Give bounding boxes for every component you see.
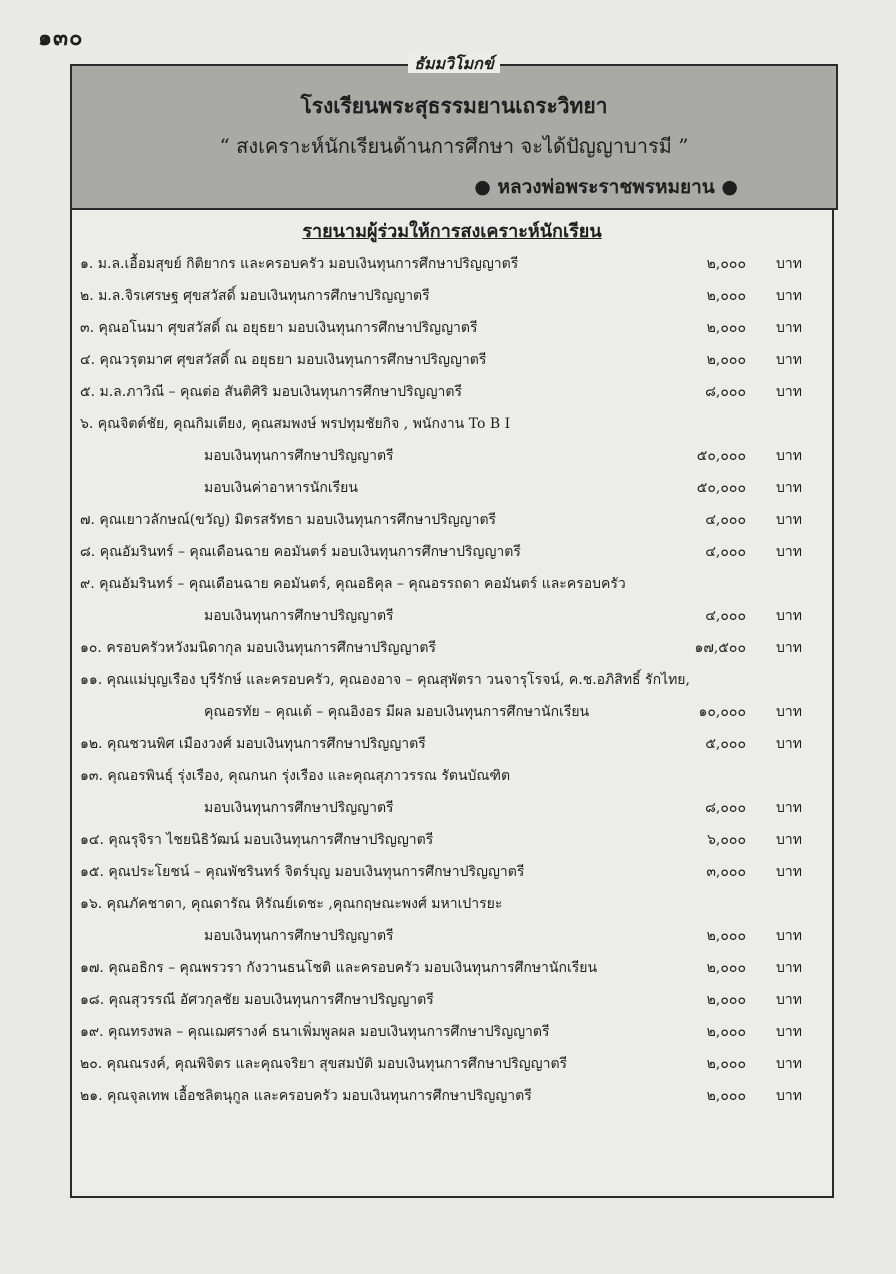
donor-row [80,1080,820,1112]
donor-row [80,504,820,536]
currency-unit: บาท [776,736,802,752]
currency-unit: บาท [776,800,802,816]
donor-text: ๑๓. คุณอรพินธุ์ รุ่งเรือง, คุณกนก รุ่งเรือง และคุณสุภาวรรณ รัตนบัณฑิต [80,768,511,784]
donation-amount: ๖,๐๐๐ [707,832,746,848]
currency-unit: บาท [776,480,802,496]
donor-text: มอบเงินทุนการศึกษาปริญญาตรี [204,448,394,464]
donor-text: ๑๒. คุณชวนพิศ เมืองวงศ์ มอบเงินทุนการศึกษาปริญญาตรี [80,736,426,752]
currency-unit: บาท [776,320,802,336]
donor-row [80,984,820,1016]
donation-amount: ๕๐,๐๐๐ [696,480,746,496]
donor-text: ๙. คุณอัมรินทร์ – คุณเดือนฉาย คอมันตร์, คุณอธิคุล – คุณอรรถดา คอมันตร์ และครอบครัว [80,576,626,592]
currency-unit: บาท [776,608,802,624]
donation-amount: ๒,๐๐๐ [706,1056,746,1072]
column-name-text: ธัมมวิโมกข์ [408,54,500,73]
donor-row [80,856,820,888]
donor-text: ๓. คุณอโนมา ศุขสวัสดิ์ ณ อยุธยา มอบเงินทุนการศึกษาปริญญาตรี [80,320,478,336]
donor-text: มอบเงินค่าอาหารนักเรียน [204,480,358,496]
currency-unit: บาท [776,256,802,272]
donor-row [80,376,820,408]
donation-amount: ๘,๐๐๐ [705,800,746,816]
donation-amount: ๒,๐๐๐ [706,352,746,368]
currency-unit: บาท [776,352,802,368]
donor-text: มอบเงินทุนการศึกษาปริญญาตรี [204,928,394,944]
donation-amount: ๕,๐๐๐ [705,736,746,752]
header-banner [70,54,838,210]
donation-amount: ๒,๐๐๐ [706,288,746,304]
currency-unit: บาท [776,384,802,400]
motto: “ สงเคราะห์นักเรียนด้านการศึกษา จะได้ปัญญาบารมี ” [219,134,689,158]
donor-row [80,1016,820,1048]
donor-row [80,792,820,824]
author: ● หลวงพ่อพระราชพรหมยาน ● [474,176,738,198]
donor-row [80,1048,820,1080]
donation-amount: ๕๐,๐๐๐ [696,448,746,464]
donor-text: ๒๑. คุณจุลเทพ เอื้อชลิตนุกูล และครอบครัว มอบเงินทุนการศึกษาปริญญาตรี [80,1088,532,1104]
donation-amount: ๘,๐๐๐ [705,384,746,400]
donor-text: มอบเงินทุนการศึกษาปริญญาตรี [204,800,394,816]
currency-unit: บาท [776,288,802,304]
donor-text: ๑๐. ครอบครัวหวังมนิดากุล มอบเงินทุนการศึกษาปริญญาตรี [80,640,437,656]
donor-row [80,824,820,856]
donor-row [80,696,820,728]
donor-row [80,568,820,600]
donor-row [80,344,820,376]
donation-amount: ๔,๐๐๐ [705,544,746,560]
donor-text: ๑๗. คุณอธิกร – คุณพรวรา กังวานธนโชติ และครอบครัว มอบเงินทุนการศึกษานักเรียน [80,960,598,976]
currency-unit: บาท [776,960,802,976]
donor-text: ๒. ม.ล.จิรเศรษฐ ศุขสวัสดิ์ มอบเงินทุนการศึกษาปริญญาตรี [80,288,430,304]
donation-amount: ๔,๐๐๐ [705,512,746,528]
donor-row [80,312,820,344]
currency-unit: บาท [776,928,802,944]
donor-row [80,664,820,696]
donor-text: ๑๘. คุณสุวรรณี อัศวกุลชัย มอบเงินทุนการศึกษาปริญญาตรี [80,992,434,1008]
donation-amount: ๒,๐๐๐ [706,320,746,336]
donor-text: มอบเงินทุนการศึกษาปริญญาตรี [204,608,394,624]
donation-amount: ๒,๐๐๐ [706,256,746,272]
column-name [72,52,836,77]
school-name: โรงเรียนพระสุธรรมยานเถระวิทยา [300,93,608,118]
donor-row [80,440,820,472]
currency-unit: บาท [776,1056,802,1072]
currency-unit: บาท [776,1024,802,1040]
donor-row [80,280,820,312]
currency-unit: บาท [776,864,802,880]
donation-amount: ๒,๐๐๐ [706,960,746,976]
donation-amount: ๒,๐๐๐ [706,1024,746,1040]
donation-amount: ๓,๐๐๐ [706,864,746,880]
donor-text: ๔. คุณวรุตมาศ ศุขสวัสดิ์ ณ อยุธยา มอบเงินทุนการศึกษาปริญญาตรี [80,352,487,368]
donor-text: ๑๑. คุณแม่บุญเรือง บุรีรักษ์ และครอบครัว, คุณองอาจ – คุณสุพัตรา วนจารุโรจน์, ค.ช.อภิสิทธิ์ รักไทย, [80,672,690,688]
currency-unit: บาท [776,512,802,528]
donation-amount: ๑๐,๐๐๐ [698,704,746,720]
section-title: รายนามผู้ร่วมให้การสงเคราะห์นักเรียน [302,221,602,242]
donor-row [80,728,820,760]
currency-unit: บาท [776,992,802,1008]
donor-row [80,408,820,440]
donor-row [80,600,820,632]
donation-amount: ๒,๐๐๐ [706,1088,746,1104]
donor-text: ๑๙. คุณทรงพล – คุณเฌศรางค์ ธนาเพิ่มพูลผล มอบเงินทุนการศึกษาปริญญาตรี [80,1024,550,1040]
donor-text: คุณอรทัย – คุณเต้ – คุณอิงอร มีผล มอบเงินทุนการศึกษานักเรียน [204,704,590,720]
donor-text: ๑๖. คุณภัคชาดา, คุณดารัณ หิรัณย์เดชะ ,คุณกฤษณะพงศ์ มหาเปารยะ [80,896,503,912]
donor-text: ๖. คุณจิตต์ชัย, คุณกิมเตียง, คุณสมพงษ์ พรปทุมชัยกิจ , พนักงาน To B I [80,416,511,432]
donor-row [80,248,820,280]
donor-row [80,760,820,792]
donor-row [80,632,820,664]
donor-row [80,920,820,952]
donor-text: ๕. ม.ล.ภาวิณี – คุณต่อ สันติศิริ มอบเงินทุนการศึกษาปริญญาตรี [80,384,462,400]
donor-text: ๑๔. คุณรุจิรา ไชยนิธิวัฒน์ มอบเงินทุนการศึกษาปริญญาตรี [80,832,434,848]
donation-amount: ๒,๐๐๐ [706,992,746,1008]
donor-text: ๑. ม.ล.เอื้อมสุขย์ กิติยากร และครอบครัว มอบเงินทุนการศึกษาปริญญาตรี [80,256,519,272]
donor-row [80,472,820,504]
article-frame [70,54,834,1198]
currency-unit: บาท [776,832,802,848]
donor-text: ๘. คุณอัมรินทร์ – คุณเดือนฉาย คอมันตร์ มอบเงินทุนการศึกษาปริญญาตรี [80,544,521,560]
currency-unit: บาท [776,704,802,720]
currency-unit: บาท [776,1088,802,1104]
donor-text: ๗. คุณเยาวลักษณ์(ขวัญ) มิตรสรัทธา มอบเงินทุนการศึกษาปริญญาตรี [80,512,497,528]
donor-list [80,248,820,1112]
donor-text: ๒๐. คุณณรงค์, คุณพิจิตร และคุณจริยา สุขสมบัติ มอบเงินทุนการศึกษาปริญญาตรี [80,1056,568,1072]
donation-amount: ๑๗,๕๐๐ [694,640,746,656]
page-number: ๑๓๐ [38,25,84,51]
donor-text: ๑๕. คุณประโยชน์ – คุณพัชรินทร์ จิตร์บุญ มอบเงินทุนการศึกษาปริญญาตรี [80,864,525,880]
donation-amount: ๒,๐๐๐ [706,928,746,944]
currency-unit: บาท [776,448,802,464]
currency-unit: บาท [776,544,802,560]
donor-row [80,888,820,920]
donation-amount: ๔,๐๐๐ [705,608,746,624]
currency-unit: บาท [776,640,802,656]
donor-row [80,952,820,984]
donor-row [80,536,820,568]
